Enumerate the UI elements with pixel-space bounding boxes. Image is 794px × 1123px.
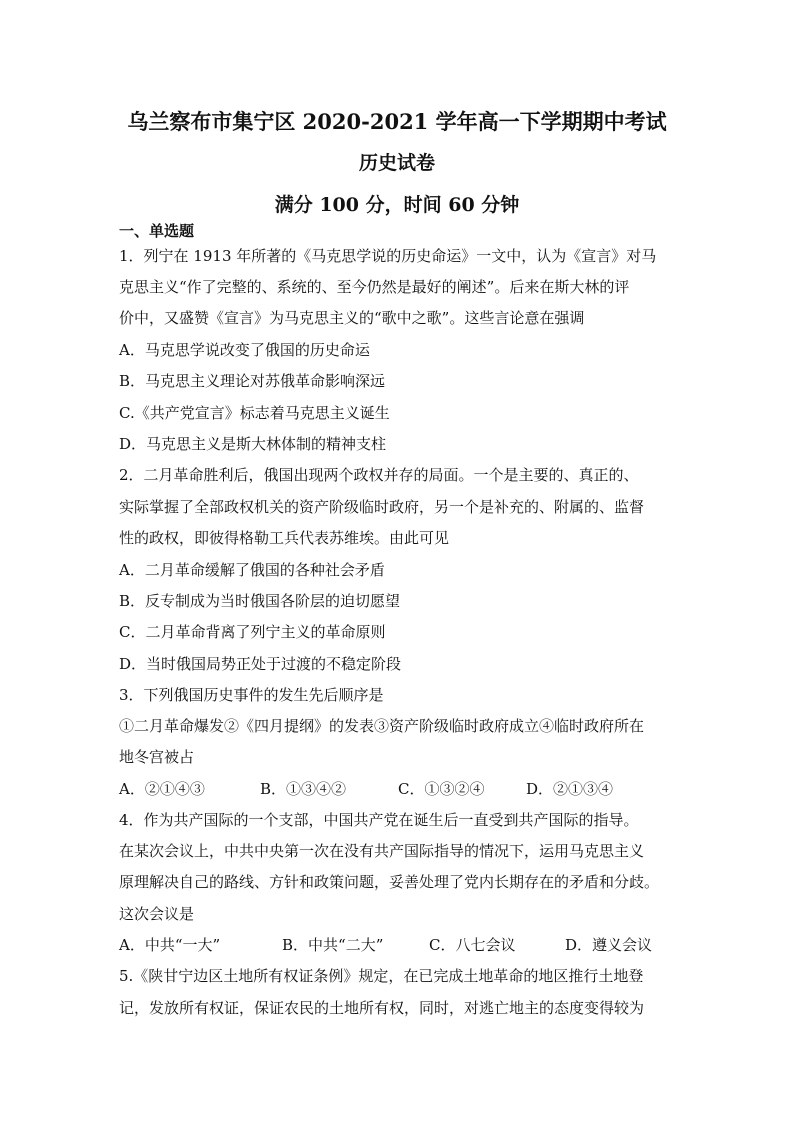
question-1-option-a: A．马克思学说改变了俄国的历史命运 [119,341,370,359]
question-1-option-c: C.《共产党宣言》标志着马克思主义诞生 [119,404,390,422]
question-2-option-d: D．当时俄国局势正处于过渡的不稳定阶段 [119,655,402,673]
question-5-stem-line-2: 记，发放所有权证，保证农民的土地所有权，同时，对逃亡地主的态度变得较为 [119,999,645,1017]
question-4-option-d: D．遵义会议 [565,936,653,954]
question-4-option-b: B．中共“二大” [282,936,384,954]
question-3-option-c: C．①③②④ [398,780,485,798]
question-4-stem-line-2: 在某次会议上，中共中央第一次在没有共产国际指导的情况下，运用马克思主义 [119,842,645,860]
question-4-stem-line-3: 原理解决自己的路线、方针和政策问题，妥善处理了党内长期存在的矛盾和分歧。 [119,873,660,891]
question-3-stem-line-1: 3．下列俄国历史事件的发生先后顺序是 [119,686,384,704]
question-1-stem-line-3: 价中，又盛赞《宣言》为马克思主义的“歌中之歌”。这些言论意在强调 [119,309,585,327]
question-2-stem-line-2: 实际掌握了全部政权机关的资产阶级临时政府，另一个是补充的、附属的、监督 [119,498,645,516]
question-1-stem-line-2: 克思主义“作了完整的、系统的、至今仍然是最好的阐述”。后来在斯大林的评 [119,278,630,296]
question-5-stem-line-1: 5.《陕甘宁边区土地所有权证条例》规定，在已完成土地革命的地区推行土地登 [119,967,644,985]
question-3-stem-line-3: 地冬宫被占 [119,748,195,766]
question-3-option-a: A．②①④③ [119,780,205,798]
question-3-stem-line-2: ①二月革命爆发②《四月提纲》的发表③资产阶级临时政府成立④临时政府所在 [119,717,645,735]
question-1-stem-line-1: 1．列宁在 1913 年所著的《马克思学说的历史命运》一文中，认为《宣言》对马 [119,247,657,265]
question-4-option-a: A．中共“一大” [119,936,221,954]
question-1-option-b: B．马克思主义理论对苏俄革命影响深远 [119,372,386,390]
question-2-stem-line-3: 性的政权，即彼得格勒工兵代表苏维埃。由此可见 [119,529,450,547]
question-4-stem-line-1: 4．作为共产国际的一个支部，中国共产党在诞生后一直受到共产国际的指导。 [119,811,639,829]
question-2-option-c: C．二月革命背离了列宁主义的革命原则 [119,623,386,641]
question-4-option-c: C．八七会议 [429,936,516,954]
exam-info: 满分 100 分，时间 60 分钟 [274,194,520,216]
question-3-option-d: D．②①③④ [526,780,614,798]
exam-title: 乌兰察布市集宁区 2020-2021 学年高一下学期期中考试 [127,109,667,134]
exam-subject: 历史试卷 [358,152,435,174]
question-2-option-a: A．二月革命缓解了俄国的各种社会矛盾 [119,561,385,579]
question-2-option-b: B．反专制成为当时俄国各阶层的迫切愿望 [119,592,401,610]
question-1-option-d: D．马克思主义是斯大林体制的精神支柱 [119,435,387,453]
question-4-stem-line-4: 这次会议是 [119,905,195,923]
section-heading: 一、单选题 [119,222,195,240]
question-3-option-b: B．①③④② [260,780,347,798]
question-2-stem-line-1: 2．二月革命胜利后，俄国出现两个政权并存的局面。一个是主要的、真正的、 [119,466,639,484]
